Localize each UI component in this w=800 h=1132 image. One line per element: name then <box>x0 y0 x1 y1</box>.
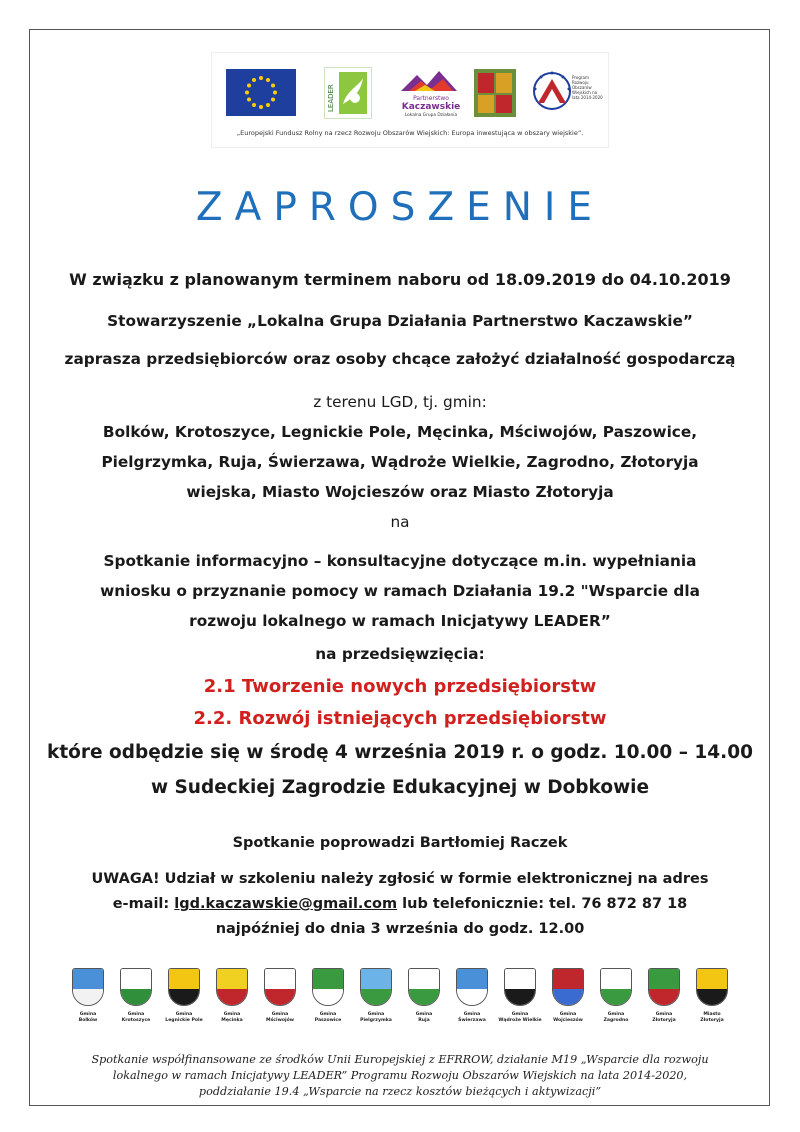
crest-shield-icon <box>552 968 584 1006</box>
crest-label: Gmina Świerzawa <box>458 1012 486 1023</box>
meeting-host: Spotkanie poprowadzi Bartłomiej Raczek <box>232 835 568 851</box>
crest-11 <box>592 965 640 1037</box>
registration-notice: UWAGA! Udział w szkoleniu należy zgłosić w formie elektronicznej na adres <box>91 871 709 887</box>
municipality-crests <box>64 965 736 1037</box>
crest-0 <box>64 965 112 1037</box>
venture-new-businesses: 2.1 Tworzenie nowych przedsiębiorstw <box>203 676 597 697</box>
crest-13 <box>688 965 736 1037</box>
crest-2 <box>160 965 208 1037</box>
logo-strip <box>212 53 608 147</box>
crest-label: Gmina Pielgrzymka <box>360 1012 392 1023</box>
crest-10 <box>544 965 592 1037</box>
municipalities-line-3: wiejska, Miasto Wojcieszów oraz Miasto Złotoryja <box>186 483 614 501</box>
connector-na: na <box>390 513 410 531</box>
svg-text:Kaczawskie: Kaczawskie <box>401 102 461 112</box>
meeting-description-1: Spotkanie informacyjno – konsultacyjne dotyczące m.in. wypełniania <box>103 552 697 570</box>
crest-label: Gmina Legnickie Pole <box>165 1012 203 1023</box>
registration-deadline: najpóźniej do dnia 3 września do godz. 12.00 <box>215 921 585 937</box>
meeting-location: w Sudeckiej Zagrodzie Edukacyjnej w Dobkowie <box>150 777 650 798</box>
meeting-description-2: wniosku o przyznanie pomocy w ramach Działania 19.2 "Wsparcie dla <box>100 582 700 600</box>
email-link[interactable]: lgd.kaczawskie@gmail.com <box>174 896 398 912</box>
crest-label: Gmina Zagrodno <box>603 1012 629 1023</box>
crest-label: Gmina Wojcieszów <box>553 1012 583 1023</box>
crest-5 <box>304 965 352 1037</box>
crest-12 <box>640 965 688 1037</box>
leader-logo <box>324 67 372 119</box>
crest-shield-icon <box>312 968 344 1006</box>
page-title: ZAPROSZENIE <box>195 185 605 230</box>
crest-3 <box>208 965 256 1037</box>
crest-shield-icon <box>504 968 536 1006</box>
venture-existing-businesses: 2.2. Rozwój istniejących przedsiębiorstw <box>193 708 607 729</box>
crest-label: Gmina Męcinka <box>221 1012 243 1023</box>
invitation-text: zaprasza przedsiębiorców oraz osoby chcące założyć działalność gospodarczą <box>64 350 736 368</box>
crest-4 <box>256 965 304 1037</box>
crest-shield-icon <box>648 968 680 1006</box>
crest-8 <box>448 965 496 1037</box>
crest-label: Gmina Krotoszyce <box>121 1012 151 1023</box>
crest-shield-icon <box>408 968 440 1006</box>
crest-label: Gmina Paszowice <box>314 1012 342 1023</box>
svg-text:Lokalna Grupa Działania: Lokalna Grupa Działania <box>404 113 458 118</box>
municipalities-line-1: Bolków, Krotoszyce, Legnickie Pole, Męcinka, Mściwojów, Paszowice, <box>102 423 698 441</box>
crest-1 <box>112 965 160 1037</box>
footer-line-1: Spotkanie współfinansowane ze środków Unii Europejskiej z EFRROW, działanie M19 „Wsparcie dla rozwoju <box>91 1053 709 1066</box>
email-prefix: e-mail: <box>112 896 175 912</box>
crest-label: Gmina Wądroże Wielkie <box>498 1012 542 1023</box>
phone-text: lub telefonicznie: tel. 76 872 87 18 <box>397 896 688 912</box>
recruitment-dates: W związku z planowanym terminem naboru od 18.09.2019 do 04.10.2019 <box>69 270 731 289</box>
crest-7 <box>400 965 448 1037</box>
footer-line-2: lokalnego w ramach Inicjatywy LEADER” Programu Rozwoju Obszarów Wiejskich na lata 2014-2020, <box>112 1069 688 1082</box>
prow-logo: Program Rozwoju Obszarów Wiejskich na lata 2014-2020 <box>530 67 604 119</box>
crest-shield-icon <box>120 968 152 1006</box>
crest-shield-icon <box>72 968 104 1006</box>
crest-shield-icon <box>168 968 200 1006</box>
leader-logo-text: LEADER <box>327 84 335 112</box>
crest-label: Gmina Ruja <box>415 1012 433 1023</box>
association-name: Stowarzyszenie „Lokalna Grupa Działania Partnerstwo Kaczawskie” <box>107 312 693 330</box>
crest-shield-icon <box>216 968 248 1006</box>
footer-note <box>30 1052 770 1100</box>
meeting-description-3: rozwoju lokalnego w ramach Inicjatywy LEADER” <box>189 612 611 630</box>
lgd-partnerstwo-kaczawskie-logo <box>395 67 467 119</box>
svg-text:Partnerstwo: Partnerstwo <box>413 95 449 102</box>
area-intro: z terenu LGD, tj. gmin: <box>313 393 487 411</box>
ventures-intro: na przedsięwzięcia: <box>315 645 485 663</box>
municipalities-line-2: Pielgrzymka, Ruja, Świerzawa, Wądroże Wielkie, Zagrodno, Złotoryja <box>101 453 699 471</box>
crest-6 <box>352 965 400 1037</box>
crest-shield-icon <box>600 968 632 1006</box>
contact-line <box>30 896 770 912</box>
crest-label: Gmina Mściwojów <box>266 1012 294 1023</box>
footer-line-3: poddziałanie 19.4 „Wsparcie na rzecz kosztów bieżących i aktywizacji” <box>198 1085 602 1098</box>
crest-shield-icon <box>696 968 728 1006</box>
crest-shield-icon <box>360 968 392 1006</box>
crest-label: Miasto Złotoryja <box>700 1012 724 1023</box>
crest-shield-icon <box>456 968 488 1006</box>
crest-label: Gmina Złotoryja <box>652 1012 676 1023</box>
meeting-date-time: które odbędzie się w środę 4 września 2019 r. o godz. 10.00 – 14.00 <box>47 742 753 763</box>
crest-9 <box>496 965 544 1037</box>
funding-caption: „Europejski Fundusz Rolny na rzecz Rozwoju Obszarów Wiejskich: Europa inwestująca w obszary wiejskie”. <box>236 129 584 137</box>
region-emblem-logo <box>472 67 518 119</box>
crest-label: Gmina Bolków <box>78 1012 98 1023</box>
eu-flag-logo <box>226 69 296 116</box>
crest-shield-icon <box>264 968 296 1006</box>
